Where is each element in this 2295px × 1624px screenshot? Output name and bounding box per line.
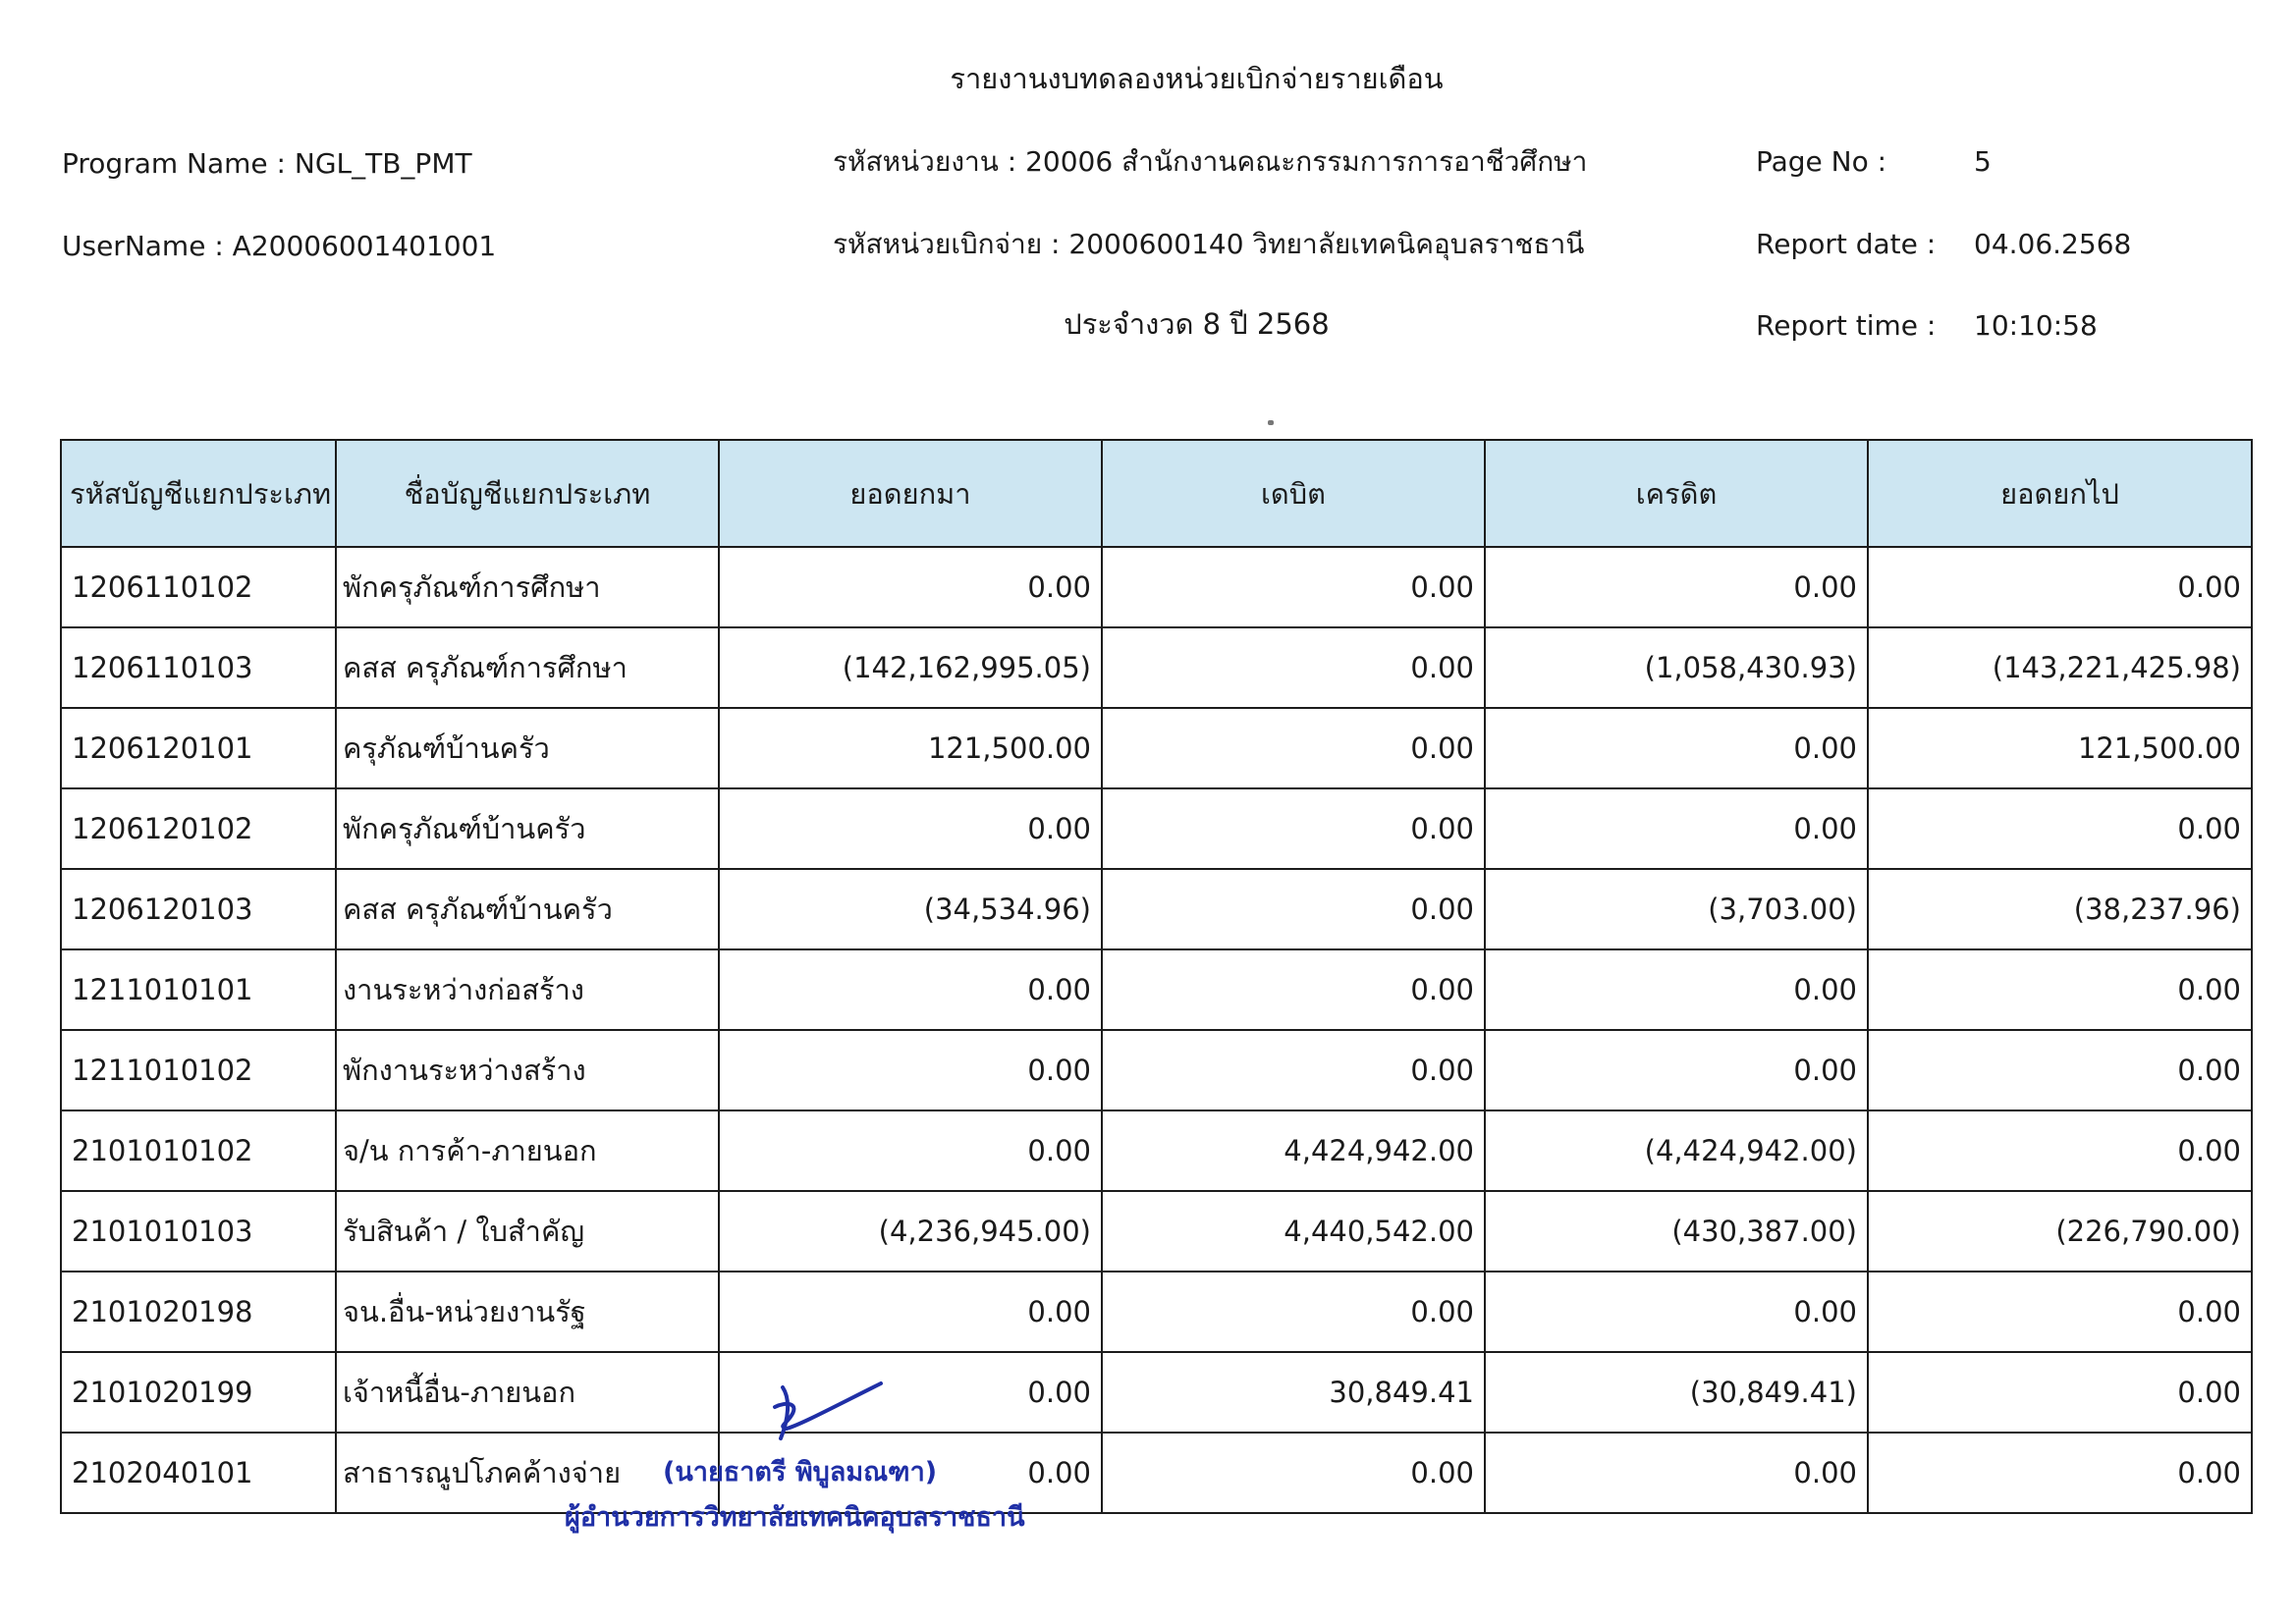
- table-row: [61, 1272, 2252, 1352]
- cell-closing: 0.00: [1868, 1433, 2252, 1513]
- cell-closing: 0.00: [1868, 1110, 2252, 1191]
- agency-code: รหัสหน่วยงาน : 20006 สำนักงานคณะกรรมการการอาชีวศึกษา: [833, 145, 1588, 178]
- cell-debit: 0.00: [1102, 1433, 1485, 1513]
- cell-code: 2101010103: [61, 1191, 336, 1272]
- cell-code: 1206120102: [61, 788, 336, 869]
- scan-speck: [1268, 420, 1274, 425]
- header-code: รหัสบัญชีแยกประเภท: [61, 440, 336, 547]
- report-time-value: 10:10:58: [1974, 309, 2098, 342]
- cell-credit: 0.00: [1485, 1272, 1868, 1352]
- cell-credit: (4,424,942.00): [1485, 1110, 1868, 1191]
- cell-credit: 0.00: [1485, 788, 1868, 869]
- report-date-value: 04.06.2568: [1974, 228, 2132, 260]
- cell-code: 2101020198: [61, 1272, 336, 1352]
- page-no-label: Page No :: [1756, 145, 1887, 178]
- cell-name: สาธารณูปโภคค้างจ่าย: [336, 1433, 719, 1513]
- cell-debit: 30,849.41: [1102, 1352, 1485, 1433]
- header-debit: เดบิต: [1102, 440, 1485, 547]
- cell-credit: 0.00: [1485, 708, 1868, 788]
- cell-opening: 121,500.00: [719, 708, 1102, 788]
- table-row: [61, 1030, 2252, 1110]
- table-header-row: [61, 440, 2252, 547]
- table-row: [61, 1191, 2252, 1272]
- header-opening: ยอดยกมา: [719, 440, 1102, 547]
- cell-closing: 0.00: [1868, 788, 2252, 869]
- report-date-label: Report date :: [1756, 228, 1937, 260]
- table-row: [61, 708, 2252, 788]
- cell-credit: (1,058,430.93): [1485, 627, 1868, 708]
- cell-credit: 0.00: [1485, 949, 1868, 1030]
- cell-name: จ/น การค้า-ภายนอก: [336, 1110, 719, 1191]
- cell-credit: (430,387.00): [1485, 1191, 1868, 1272]
- cell-debit: 4,424,942.00: [1102, 1110, 1485, 1191]
- cell-code: 1206120101: [61, 708, 336, 788]
- cell-name: คสส ครุภัณฑ์การศึกษา: [336, 627, 719, 708]
- cell-code: 1206110103: [61, 627, 336, 708]
- cell-closing: 121,500.00: [1868, 708, 2252, 788]
- signer-name: (นายธาตรี พิบูลมณฑา): [663, 1457, 938, 1488]
- cell-name: พักครุภัณฑ์การศึกษา: [336, 547, 719, 627]
- cell-debit: 0.00: [1102, 1030, 1485, 1110]
- cell-opening: 0.00: [719, 547, 1102, 627]
- cell-debit: 0.00: [1102, 869, 1485, 949]
- signer-title: ผู้อำนวยการวิทยาลัยเทคนิคอุบลราชธานี: [565, 1502, 1025, 1533]
- table-row: [61, 788, 2252, 869]
- program-name: Program Name : NGL_TB_PMT: [62, 147, 472, 180]
- report-period: ประจำงวด 8 ปี 2568: [1064, 307, 1330, 341]
- cell-code: 2101010102: [61, 1110, 336, 1191]
- cell-code: 1206110102: [61, 547, 336, 627]
- cell-debit: 0.00: [1102, 788, 1485, 869]
- cell-name: คสส ครุภัณฑ์บ้านครัว: [336, 869, 719, 949]
- header-name: ชื่อบัญชีแยกประเภท: [336, 440, 719, 547]
- cell-opening: 0.00: [719, 1433, 1102, 1513]
- table-row: [61, 1352, 2252, 1433]
- table-row: [61, 1433, 2252, 1513]
- cell-debit: 0.00: [1102, 949, 1485, 1030]
- cell-opening: 0.00: [719, 1030, 1102, 1110]
- cell-credit: (3,703.00): [1485, 869, 1868, 949]
- page-no-value: 5: [1974, 145, 1992, 178]
- cell-opening: (34,534.96): [719, 869, 1102, 949]
- cell-name: รับสินค้า / ใบสำคัญ: [336, 1191, 719, 1272]
- cell-code: 1211010101: [61, 949, 336, 1030]
- cell-credit: 0.00: [1485, 547, 1868, 627]
- table-row: [61, 547, 2252, 627]
- cell-debit: 4,440,542.00: [1102, 1191, 1485, 1272]
- report-title: รายงานงบทดลองหน่วยเบิกจ่ายรายเดือน: [950, 62, 1444, 95]
- cell-debit: 0.00: [1102, 627, 1485, 708]
- user-name: UserName : A20006001401001: [62, 230, 497, 262]
- header-closing: ยอดยกไป: [1868, 440, 2252, 547]
- cell-closing: 0.00: [1868, 949, 2252, 1030]
- cell-closing: 0.00: [1868, 1272, 2252, 1352]
- cell-opening: 0.00: [719, 1110, 1102, 1191]
- cell-name: พักงานระหว่างสร้าง: [336, 1030, 719, 1110]
- cell-opening: (142,162,995.05): [719, 627, 1102, 708]
- cell-closing: (38,237.96): [1868, 869, 2252, 949]
- table-row: [61, 627, 2252, 708]
- cell-debit: 0.00: [1102, 1272, 1485, 1352]
- cell-closing: 0.00: [1868, 547, 2252, 627]
- cell-name: งานระหว่างก่อสร้าง: [336, 949, 719, 1030]
- table-row: [61, 1110, 2252, 1191]
- cell-credit: 0.00: [1485, 1433, 1868, 1513]
- cell-code: 2102040101: [61, 1433, 336, 1513]
- cell-name: พักครุภัณฑ์บ้านครัว: [336, 788, 719, 869]
- cell-code: 1211010102: [61, 1030, 336, 1110]
- cell-opening: 0.00: [719, 1272, 1102, 1352]
- cell-closing: 0.00: [1868, 1352, 2252, 1433]
- cell-credit: (30,849.41): [1485, 1352, 1868, 1433]
- cell-closing: (226,790.00): [1868, 1191, 2252, 1272]
- cell-name: เจ้าหนี้อื่น-ภายนอก: [336, 1352, 719, 1433]
- cell-debit: 0.00: [1102, 708, 1485, 788]
- header-credit: เครดิต: [1485, 440, 1868, 547]
- cell-name: ครุภัณฑ์บ้านครัว: [336, 708, 719, 788]
- report-time-label: Report time :: [1756, 309, 1937, 342]
- cell-closing: 0.00: [1868, 1030, 2252, 1110]
- cell-debit: 0.00: [1102, 547, 1485, 627]
- cell-code: 1206120103: [61, 869, 336, 949]
- cell-opening: (4,236,945.00): [719, 1191, 1102, 1272]
- table-row: [61, 869, 2252, 949]
- cell-credit: 0.00: [1485, 1030, 1868, 1110]
- cell-opening: 0.00: [719, 788, 1102, 869]
- table-row: [61, 949, 2252, 1030]
- cell-code: 2101020199: [61, 1352, 336, 1433]
- ledger-table: [60, 439, 2253, 1514]
- cell-name: จน.อื่น-หน่วยงานรัฐ: [336, 1272, 719, 1352]
- cell-closing: (143,221,425.98): [1868, 627, 2252, 708]
- disbursing-unit-code: รหัสหน่วยเบิกจ่าย : 2000600140 วิทยาลัยเทคนิคอุบลราชธานี: [833, 228, 1585, 260]
- cell-opening: 0.00: [719, 949, 1102, 1030]
- cell-opening: 0.00: [719, 1352, 1102, 1433]
